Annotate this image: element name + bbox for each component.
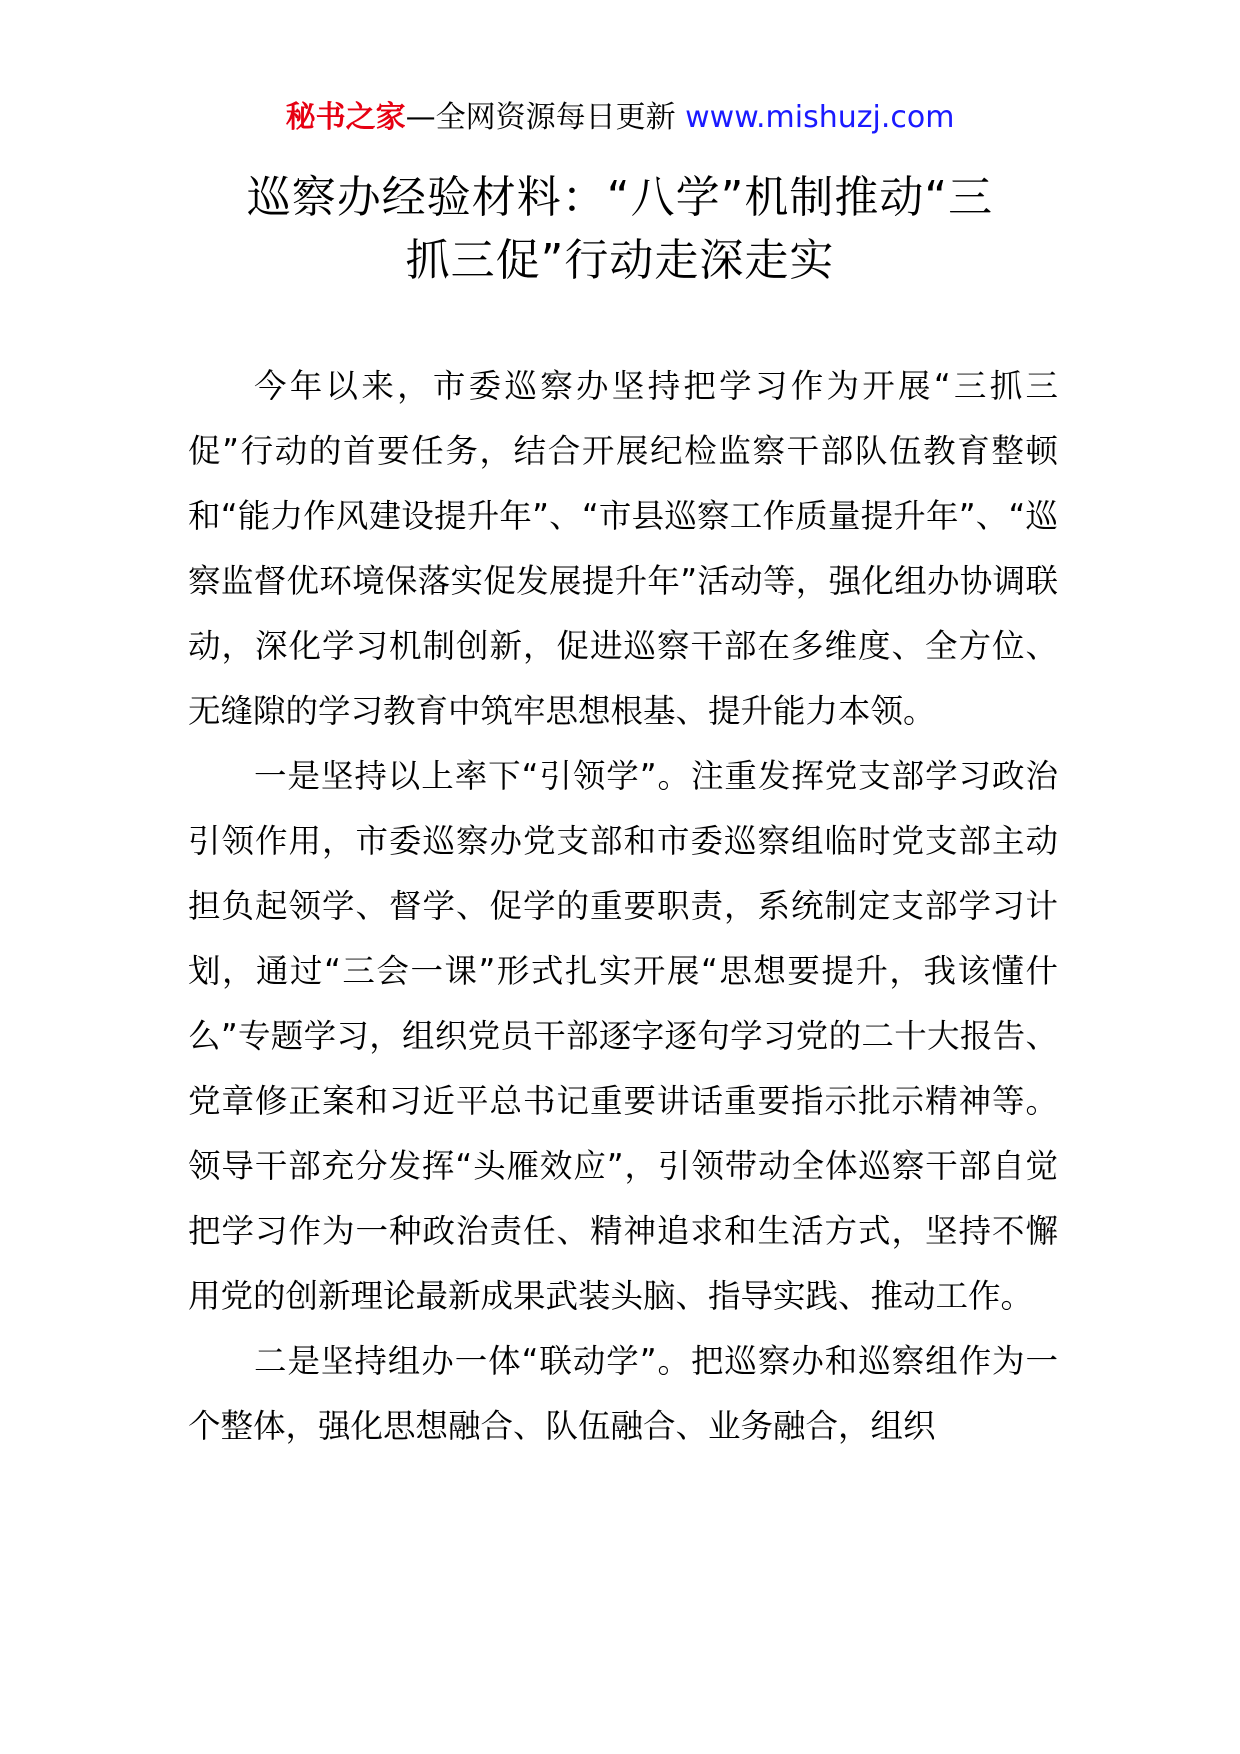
brand-name: 秘书之家 [285,100,406,135]
document-body [188,354,1058,1459]
title-line-1: 巡察办经验材料：“八学”机制推动“三 [246,172,994,223]
paragraph-intro: 今年以来，市委巡察办坚持把学习作为开展“三抓三促”行动的首要任务，结合开展纪检监察干部队伍教育整顿和“能力作风建设提升年”、“市县巡察工作质量提升年”、“巡察监督优环境保落实促发展提升年”活动等，强化组办协调联动，深化学习机制创新，促进巡察干部在多维度、全方位、无缝隙的学习教育中筑牢思想根基、提升能力本领。 [188,367,1058,730]
header-tagline: —全网资源每日更新 [405,100,686,135]
document-title [150,166,1090,292]
site-url-link[interactable]: www.mishuzj.com [685,100,955,135]
title-line-2: 抓三促”行动走深走实 [405,235,835,286]
site-header [0,98,1240,138]
paragraph-point-2: 二是坚持组办一体“联动学”。把巡察办和巡察组作为一个整体，强化思想融合、队伍融合、业务融合，组织 [188,1342,1058,1445]
paragraph-point-1: 一是坚持以上率下“引领学”。注重发挥党支部学习政治引领作用，市委巡察办党支部和市委巡察组临时党支部主动担负起领学、督学、促学的重要职责，系统制定支部学习计划，通过“三会一课”形式扎实开展“思想要提升，我该懂什么”专题学习，组织党员干部逐字逐句学习党的二十大报告、党章修正案和习近平总书记重要讲话重要指示批示精神等。领导干部充分发挥“头雁效应”，引领带动全体巡察干部自觉把学习作为一种政治责任、精神追求和生活方式，坚持不懈用党的创新理论最新成果武装头脑、指导实践、推动工作。 [188,757,1058,1315]
